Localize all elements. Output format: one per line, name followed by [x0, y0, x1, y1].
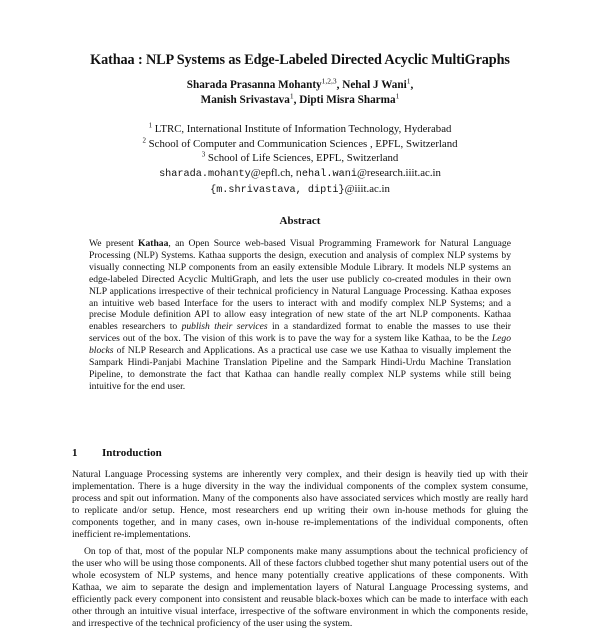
- affiliation-line: $^3$ School of Life Sciences, EPFL, Switzerland: [201, 150, 399, 165]
- paper-title: Kathaa : NLP Systems as Edge-Labeled Directed Acyclic MultiGraphs: [90, 52, 510, 68]
- author-name: Manish Srivastava: [200, 94, 290, 106]
- abstract-text: We present Kathaa, an Open Source web-based Visual Programming Framework for Natural Language Processing (NLP) Systems. Kathaa supports the design, execution and analysis of complex NLP systems by visually connecting NLP components from an easily extensible Module Library. It models NLP systems an edge-labeled Directed Acyclic MultiGraph, and lets the user use publicly co-created modules in their own NLP applications irrespective of their technical proficiency in Natural Language Processing. Kathaa exposes an intuitive web based Interface for the users to interact with and modify complex NLP Systems; and a precise Module definition API to allow easy integration of new state of the art NLP components. Kathaa enables researchers to publish their services in a standardized format to enable the masses to use their services out of the box. The vision of this work is to pave the way for a system like Kathaa, to be the Lego blocks of NLP Research and Applications. As a practical use case we use Kathaa to visually implement the Sampark Hindi-Panjabi Machine Translation Pipeline and the Sampark Hindi-Urdu Machine Translation Pipeline, to demonstrate the fact that Kathaa can handle really complex NLP systems while still being intuitive for the end user.: [89, 238, 511, 392]
- author-name: Dipti Misra Sharma: [299, 94, 396, 106]
- email-line: sharada.mohanty@epfl.ch, nehal.wani@research.iiit.ac.in: [159, 166, 441, 180]
- author-name: Nehal J Wani: [342, 79, 407, 91]
- author-affil-sup: 1,2,3: [321, 76, 337, 86]
- introduction-body: [72, 469, 528, 630]
- author-line-2: Manish Srivastava$^1$, Dipti Misra Sharma$^1$: [200, 91, 400, 106]
- section-heading-introduction: [72, 447, 162, 459]
- author-name: Sharada Prasanna Mohanty: [186, 79, 322, 91]
- email-line: {m.shrivastava, dipti}@iiit.ac.in: [210, 183, 390, 197]
- affiliation-block: [0, 122, 600, 199]
- affiliation-line: $^2$ School of Computer and Communication Sciences , EPFL, Switzerland: [142, 136, 458, 150]
- section-number: 1: [72, 447, 78, 459]
- section-title: Introduction: [102, 447, 162, 459]
- affiliation-line: $^1$ LTRC, International Institute of Information Technology, Hyderabad: [148, 121, 452, 135]
- paragraph: On top of that, most of the popular NLP components make many assumptions about the technical proficiency of the user who will be using those components. All of these factors clubbed together shut many potential users out of the whole ecosystem of NLP systems, and hence many potentially creative applications of these components. With Kathaa, we aim to separate the design and implementation layers of Natural Language Processing systems, and efficiently pack every component into consistent and reusable black-boxes which can be made to interface with each other through an intuitive visual interface, irrespective of the software environment in which the components reside, and irrespective of the technical proficiency of the user using the system.: [72, 546, 528, 629]
- abstract-heading: Abstract: [279, 215, 321, 227]
- author-list: [0, 78, 600, 108]
- author-line-1: Sharada Prasanna Mohanty$^{1,2,3}$, Nehal J Wani$^1$,: [186, 76, 414, 91]
- paragraph: Natural Language Processing systems are inherently very complex, and their design is heavily tied up with their implementation. There is a huge diversity in the way the individual components of the complex system consume, process and spit out information. Many of the components also have associated services which mostly are really hard to replicate and/or setup. Hence, most researchers end up writing their own in-house methods for gluing the components together, and in many cases, own in-house re-implementations of the individual components, often inefficient re-implementations.: [72, 469, 528, 540]
- author-affil-sup: 1: [395, 91, 400, 101]
- author-affil-sup: 1: [406, 76, 411, 86]
- author-affil-sup: 1: [289, 91, 294, 101]
